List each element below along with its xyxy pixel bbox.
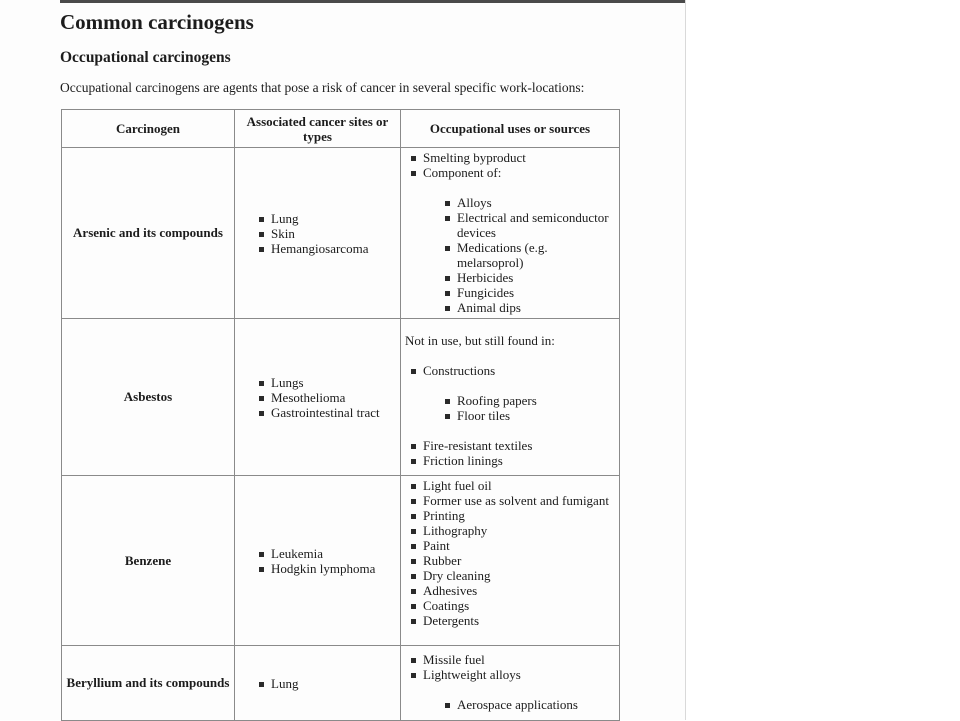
header-carcinogen: Carcinogen <box>62 110 235 148</box>
sites-cell <box>235 319 401 476</box>
list-item: Roofing papers <box>405 393 615 408</box>
table-row <box>62 319 620 476</box>
list-item: Medications (e.g. melarsoprol) <box>405 240 615 270</box>
list-item: Lung <box>253 211 396 226</box>
carcinogen-cell: Beryllium and its compounds <box>62 646 235 721</box>
sites-cell <box>235 646 401 721</box>
carcinogen-cell: Asbestos <box>62 319 235 476</box>
list-item: Electrical and semiconductor devices <box>405 210 615 240</box>
table-row <box>62 646 620 721</box>
list-item: Dry cleaning <box>405 568 615 583</box>
list-item: Gastrointestinal tract <box>253 405 396 420</box>
list-item: Animal dips <box>405 300 615 315</box>
list-item: Adhesives <box>405 583 615 598</box>
list-item: Rubber <box>405 553 615 568</box>
list-item: Paint <box>405 538 615 553</box>
list-item: Missile fuel <box>405 652 615 667</box>
list-item: Hemangiosarcoma <box>253 241 396 256</box>
intro-text: Occupational carcinogens are agents that pose a risk of cancer in several specific work-locations: <box>60 80 585 95</box>
table-row <box>62 476 620 646</box>
list-item: Lithography <box>405 523 615 538</box>
list-item: Component of: <box>405 165 615 180</box>
list-item: Former use as solvent and fumigant <box>405 493 615 508</box>
list-item: Printing <box>405 508 615 523</box>
top-rule <box>60 0 685 3</box>
sites-cell <box>235 148 401 319</box>
list-item: Lung <box>253 676 396 691</box>
carcinogen-cell: Benzene <box>62 476 235 646</box>
list-item: Fire-resistant textiles <box>405 438 615 453</box>
header-uses: Occupational uses or sources <box>401 110 620 148</box>
uses-cell <box>401 148 620 319</box>
list-item: Friction linings <box>405 453 615 468</box>
uses-cell <box>401 646 620 721</box>
list-item: Leukemia <box>253 546 396 561</box>
section-title: Occupational carcinogens <box>60 49 231 66</box>
carcinogen-cell: Arsenic and its compounds <box>62 148 235 319</box>
list-item: Detergents <box>405 613 615 628</box>
sites-cell <box>235 476 401 646</box>
list-item: Fungicides <box>405 285 615 300</box>
uses-cell <box>401 476 620 646</box>
table-row <box>62 148 620 319</box>
list-item: Floor tiles <box>405 408 615 423</box>
list-item: Smelting byproduct <box>405 150 615 165</box>
carcinogen-table <box>61 109 620 721</box>
header-sites: Associated cancer sites or types <box>235 110 401 148</box>
list-item: Light fuel oil <box>405 478 615 493</box>
uses-note: Not in use, but still found in: <box>405 333 555 348</box>
list-item: Aerospace applications <box>405 697 615 712</box>
list-item: Hodgkin lymphoma <box>253 561 396 576</box>
list-item: Alloys <box>405 195 615 210</box>
list-item: Lungs <box>253 375 396 390</box>
list-item: Skin <box>253 226 396 241</box>
list-item: Coatings <box>405 598 615 613</box>
list-item: Mesothelioma <box>253 390 396 405</box>
page-title: Common carcinogens <box>60 10 254 34</box>
list-item: Constructions <box>405 363 615 378</box>
list-item: Herbicides <box>405 270 615 285</box>
list-item: Lightweight alloys <box>405 667 615 682</box>
uses-cell <box>401 319 620 476</box>
